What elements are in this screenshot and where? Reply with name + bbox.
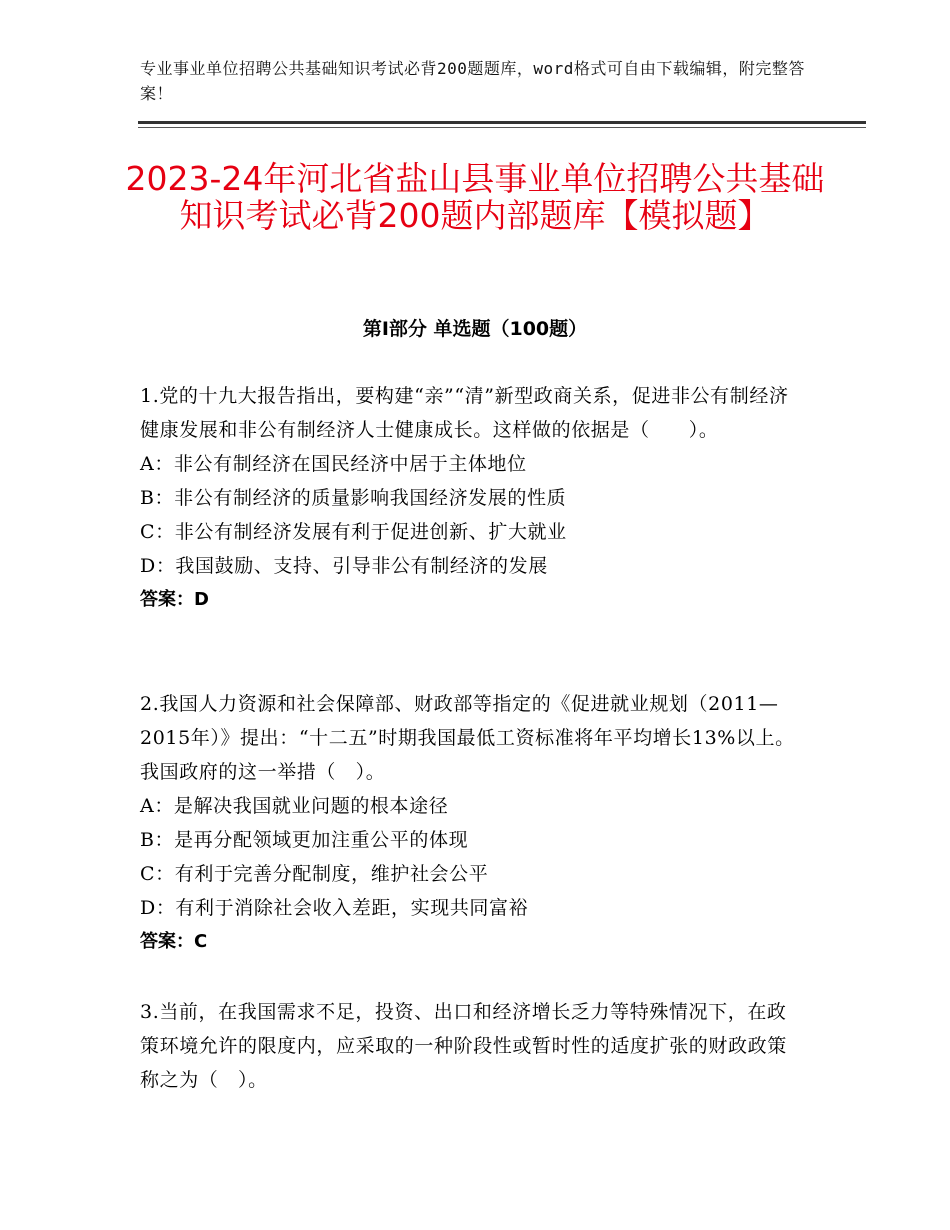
answer: 答案：D [140, 589, 209, 610]
option-d: D：我国鼓励、支持、引导非公有制经济的发展 [140, 555, 548, 577]
question-stem: 3.当前，在我国需求不足，投资、出口和经济增长乏力等特殊情况下，在政策环境允许的限度内，应采取的一种阶段性或暂时性的适度扩张的财政政策称之为（ ）。 [140, 1001, 787, 1091]
header-divider-thick [138, 121, 866, 124]
option-b: B：是再分配领域更加注重公平的体现 [140, 829, 469, 851]
document-title: 2023-24年河北省盐山县事业单位招聘公共基础知识考试必背200题内部题库【模拟题】 [125, 159, 825, 235]
option-c: C：有利于完善分配制度，维护社会公平 [140, 863, 489, 885]
question-3 [140, 995, 800, 1097]
option-b: B：非公有制经济的质量影响我国经济发展的性质 [140, 487, 567, 509]
answer: 答案：C [140, 931, 208, 952]
option-d: D：有利于消除社会收入差距，实现共同富裕 [140, 897, 529, 919]
option-a: A：是解决我国就业问题的根本途径 [140, 795, 449, 817]
question-stem: 1.党的十九大报告指出，要构建“亲”“清”新型政商关系，促进非公有制经济健康发展和非公有制经济人士健康成长。这样做的依据是（ ）。 [140, 385, 789, 441]
question-2 [140, 687, 800, 959]
question-1 [140, 379, 800, 617]
question-stem: 2.我国人力资源和社会保障部、财政部等指定的《促进就业规划（2011—2015年）》提出：“十二五”时期我国最低工资标准将年平均增长13%以上。我国政府的这一举措（ ）。 [140, 693, 795, 783]
header-divider-thin [138, 127, 866, 128]
option-c: C：非公有制经济发展有利于促进创新、扩大就业 [140, 521, 567, 543]
header-note: 专业事业单位招聘公共基础知识考试必背200题题库，word格式可自由下载编辑，附完整答案！ [140, 59, 805, 103]
section-title: 第Ⅰ部分 单选题（100题） [362, 318, 588, 340]
option-a: A：非公有制经济在国民经济中居于主体地位 [140, 453, 527, 475]
